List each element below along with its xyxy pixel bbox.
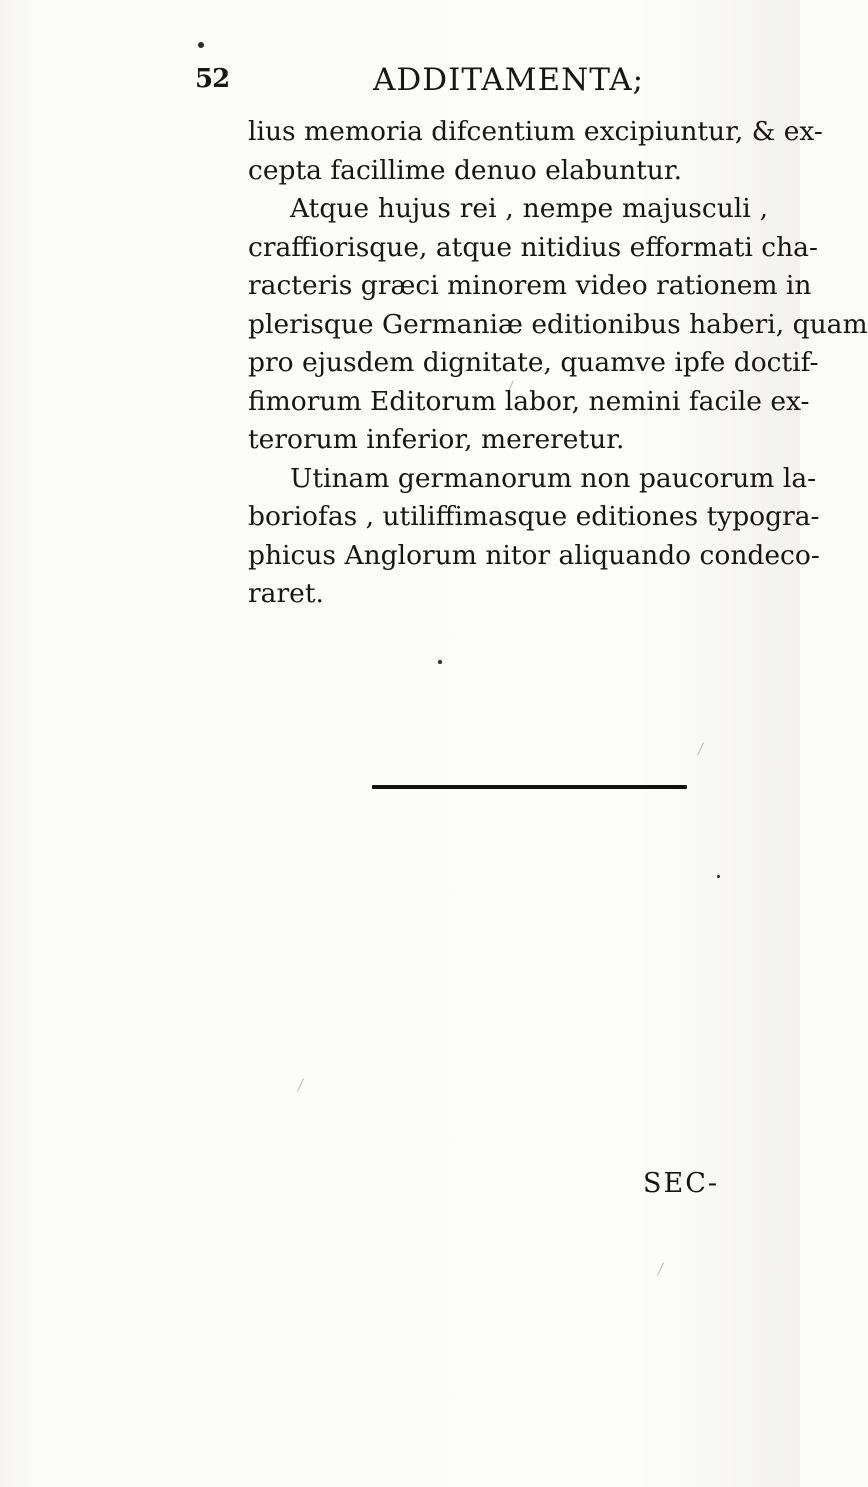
text-line: fimorum Editorum labor, nemini facile ex-: [248, 385, 810, 417]
paper-mark: [697, 742, 704, 755]
running-title: ADDITAMENTA;: [373, 62, 645, 98]
page-number: 52: [195, 64, 230, 94]
section-divider-rule: [372, 785, 687, 789]
text-line: Utinam germanorum non paucorum la-: [290, 462, 817, 494]
text-line: craffiorisque, atque nitidius efformati cha-: [248, 231, 818, 263]
ink-speck: [198, 42, 204, 48]
text-line: racteris græci minorem video rationem in: [248, 270, 812, 301]
ink-speck: [717, 875, 720, 878]
text-line: boriofas , utiliffimasque editiones typogra-: [248, 501, 820, 532]
ink-speck: [438, 660, 442, 664]
text-line: cepta facillime denuo elabuntur.: [248, 154, 683, 186]
text-line: terorum inferior, mereretur.: [248, 424, 625, 455]
text-line: Atque hujus rei , nempe majusculi ,: [290, 193, 768, 224]
catchword: SEC-: [643, 1168, 719, 1199]
paper-mark: [657, 1262, 664, 1275]
text-line: plerisque Germaniæ editionibus haberi, quam: [248, 308, 868, 340]
main-text: [248, 113, 868, 614]
page-header: [195, 58, 645, 98]
text-line: pro ejusdem dignitate, quamve ipfe doctif-: [248, 347, 819, 378]
text-line: phicus Anglorum nitor aliquando condeco-: [248, 539, 820, 571]
paper-mark: [297, 1078, 304, 1091]
text-line: lius memoria difcentium excipiuntur, & ex-: [248, 116, 823, 147]
text-line: raret.: [248, 578, 324, 609]
